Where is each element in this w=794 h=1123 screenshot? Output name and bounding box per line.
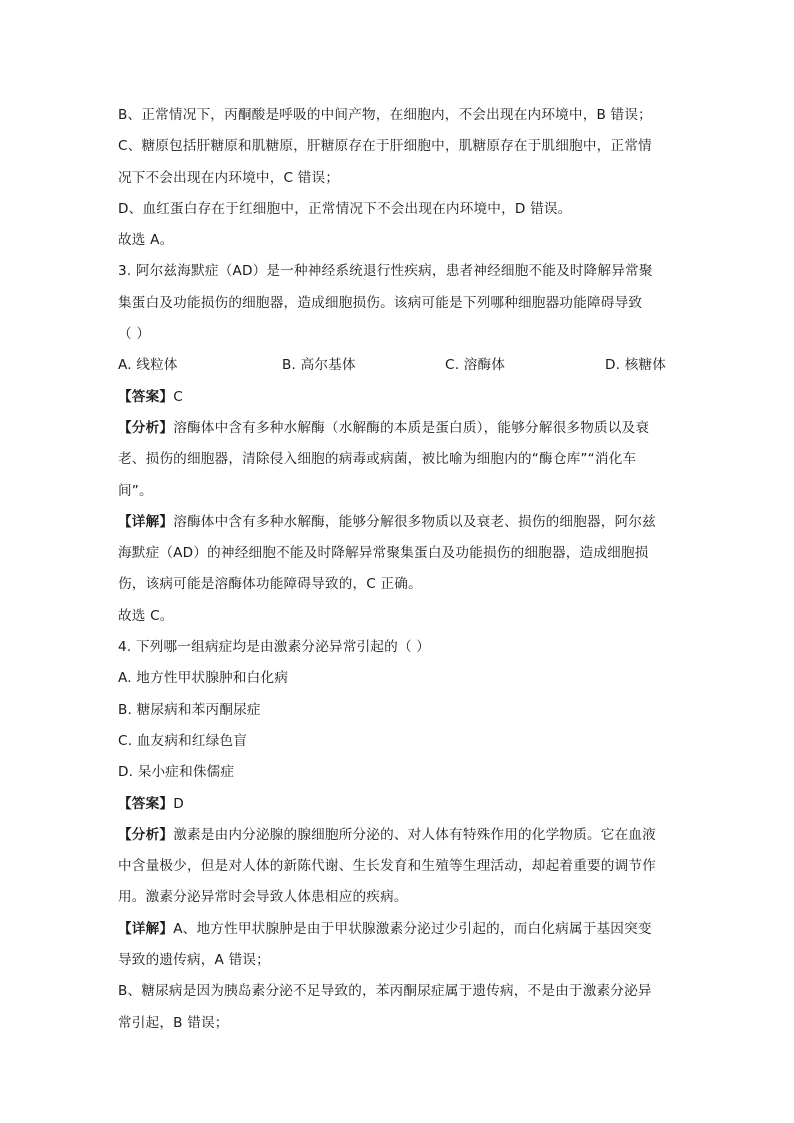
text-line: D、血红蛋白存在于红细胞中，正常情况下不会出现在内环境中，D 错误。: [118, 200, 572, 217]
text-line: 故选 A。: [118, 232, 174, 249]
answer-text: C: [173, 388, 183, 405]
text-line: B、正常情况下，丙酮酸是呼吸的中间产物，在细胞内，不会出现在内环境中，B 错误；: [118, 107, 652, 123]
detail-text: 溶酶体中含有多种水解酶，能够分解很多物质以及衰老、损伤的细胞器，阿尔兹: [173, 513, 656, 530]
question-4-analysis: [118, 820, 678, 851]
analysis-text: 溶酶体中含有多种水解酶（水解酶的本质是蛋白质），能够分解很多物质以及衰: [173, 419, 650, 436]
analysis-text: 中含量极少，但是对人体的新陈代谢、生长发育和生殖等生理活动，却起着重要的调节作: [118, 858, 656, 875]
analysis-text: 老、损伤的细胞器，清除侵入细胞的病毒或病菌，被比喻为细胞内的“酶仓库”“消化车: [118, 451, 637, 468]
detail-text: B、糖尿病是因为胰岛素分泌不足导致的，苯丙酮尿症属于遗传病，不是由于激素分泌异: [118, 983, 652, 1000]
option-a: A. 地方性甲状腺肿和白化病: [118, 670, 289, 687]
option-c: C. 血友病和红绿色盲: [118, 732, 248, 749]
question-3-analysis: [118, 413, 678, 444]
option-d: D. 呆小症和侏儒症: [118, 764, 235, 781]
question-3-detail: [118, 507, 678, 538]
question-3-answer: [118, 382, 678, 413]
option-c: C. 溶酶体: [445, 357, 506, 374]
detail-text: 海默症（AD）的神经细胞不能及时降解异常聚集蛋白及功能损伤的细胞器，造成细胞损: [118, 545, 649, 562]
analysis-text: 用。激素分泌异常时会导致人体患相应的疾病。: [118, 889, 408, 906]
analysis-text: 间”。: [118, 482, 153, 499]
question-4-detail: [118, 914, 678, 945]
option-d: D. 核糖体: [605, 357, 667, 374]
detail-label: 【详解】: [118, 513, 174, 530]
question-3-stem: 3. 阿尔兹海默症（AD）是一种神经系统退行性疾病，患者神经细胞不能及时降解异常聚: [118, 263, 653, 280]
question-3-stem-cont: 集蛋白及功能损伤的细胞器，造成细胞损伤。该病可能是下列哪种细胞器功能障碍导致: [118, 294, 643, 311]
document-content: [118, 100, 678, 1039]
question-4-answer: [118, 789, 678, 820]
option-a: A. 线粒体: [118, 357, 178, 374]
text-line: C、糖原包括肝糖原和肌糖原，肝糖原存在于肝细胞中，肌糖原存在于肌细胞中，正常情: [118, 138, 652, 155]
detail-text: A、地方性甲状腺肿是由于甲状腺激素分泌过少引起的，而白化病属于基因突变: [173, 920, 652, 937]
detail-text: 常引起，B 错误；: [118, 1014, 229, 1031]
analysis-label: 【分析】: [118, 419, 174, 436]
question-3-options: [118, 350, 678, 381]
question-3-blank: （ ）: [118, 326, 151, 343]
answer-text: D: [173, 795, 184, 812]
analysis-text: 激素是由内分泌腺的腺细胞所分泌的、对人体有特殊作用的化学物质。它在血液: [173, 826, 656, 843]
detail-text: 伤，该病可能是溶酶体功能障碍导致的，C 正确。: [118, 576, 422, 593]
option-b: B. 糖尿病和苯丙酮尿症: [118, 701, 261, 718]
detail-text: 导致的遗传病，A 错误；: [118, 952, 270, 969]
question-4-stem: 4. 下列哪一组病症均是由激素分泌异常引起的（ ）: [118, 639, 431, 656]
answer-label: 【答案】: [118, 388, 174, 405]
analysis-label: 【分析】: [118, 826, 174, 843]
detail-label: 【详解】: [118, 920, 174, 937]
answer-label: 【答案】: [118, 795, 174, 812]
question-3-choice: 故选 C。: [118, 607, 174, 624]
text-line: 况下不会出现在内环境中，C 错误；: [118, 169, 340, 186]
option-b: B. 高尔基体: [282, 357, 356, 374]
